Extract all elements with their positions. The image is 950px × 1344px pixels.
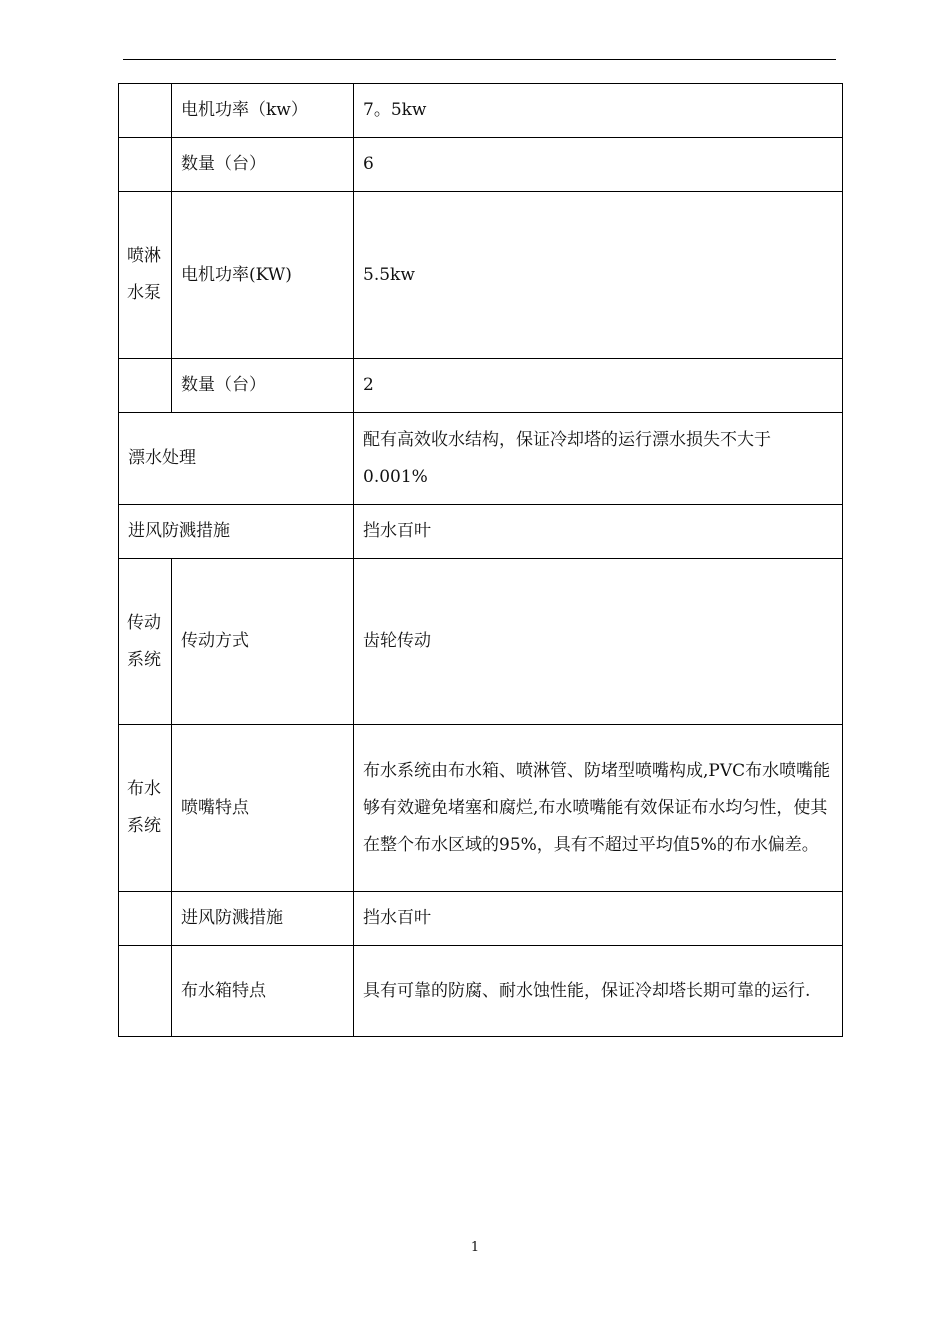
value-cell: 配有高效收水结构，保证冷却塔的运行漂水损失不大于0.001% [354,413,843,505]
group-cell [119,559,172,725]
table-row [119,84,843,138]
group-label: 布水系统 [127,779,161,836]
label-cell: 喷嘴特点 [172,725,354,892]
group-cell [119,725,172,892]
label-cell: 数量（台） [172,359,354,413]
label-cell: 进风防溅措施 [172,892,354,946]
header-rule [123,59,836,60]
group-cell [119,84,172,138]
group-label: 喷淋水泵 [127,246,161,303]
value-cell: 布水系统由布水箱、喷淋管、防堵型喷嘴构成,PVC布水喷嘴能够有效避免堵塞和腐烂,布水喷嘴能有效保证布水均匀性，使其在整个布水区域的95%，具有不超过平均值5%的布水偏差。 [354,725,843,892]
value-cell: 齿轮传动 [354,559,843,725]
page-number: 1 [470,1240,480,1255]
value-cell: 挡水百叶 [354,505,843,559]
table-row [119,359,843,413]
group-cell [119,892,172,946]
table-row [119,413,843,505]
label-cell: 漂水处理 [119,413,354,505]
value-cell: 挡水百叶 [354,892,843,946]
table-row [119,505,843,559]
table-row [119,892,843,946]
value-cell: 6 [354,138,843,192]
label-cell: 进风防溅措施 [119,505,354,559]
group-label: 传动系统 [127,612,161,670]
label-cell: 传动方式 [172,559,354,725]
value-cell: 5.5kw [354,192,843,359]
group-cell [119,192,172,359]
table-row [119,192,843,359]
table-row [119,946,843,1037]
label-cell: 布水箱特点 [172,946,354,1037]
value-cell: 7。5kw [354,84,843,138]
group-cell [119,138,172,192]
value-cell: 具有可靠的防腐、耐水蚀性能，保证冷却塔长期可靠的运行. [354,946,843,1037]
label-cell: 电机功率(KW) [172,192,354,359]
group-cell [119,946,172,1037]
label-cell: 数量（台） [172,138,354,192]
value-cell: 2 [354,359,843,413]
table-row [119,138,843,192]
table-row [119,559,843,725]
group-cell [119,359,172,413]
table-row [119,725,843,892]
label-cell: 电机功率（kw） [172,84,354,138]
spec-table [118,83,843,1037]
